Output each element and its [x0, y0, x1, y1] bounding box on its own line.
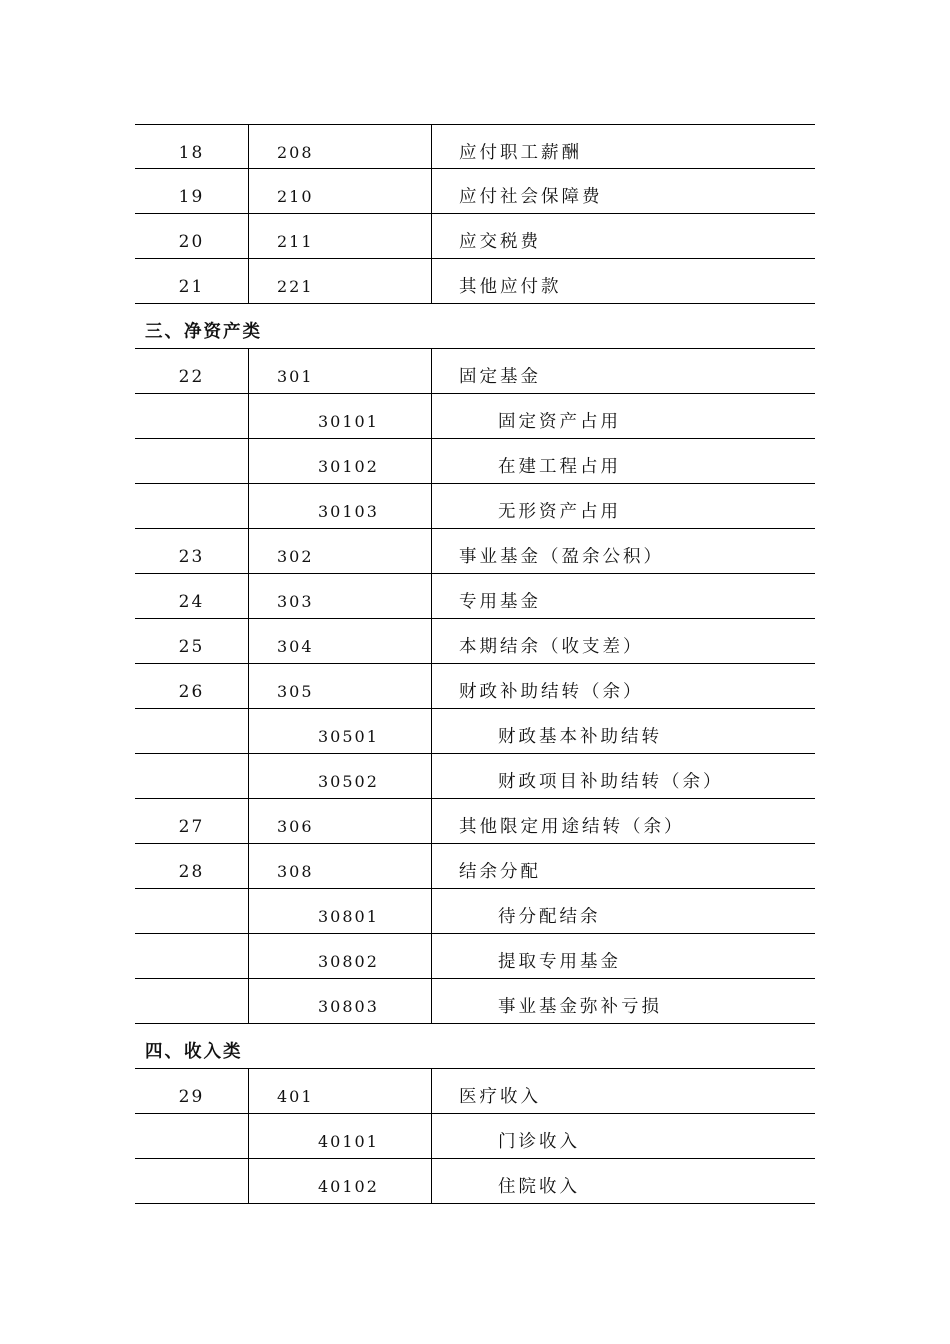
account-name: 财政项目补助结转（余） — [498, 772, 724, 792]
account-name: 其他应付款 — [459, 277, 562, 297]
code-cell — [248, 349, 431, 393]
row-number — [135, 439, 248, 483]
table-row — [135, 1069, 815, 1114]
code-cell — [248, 754, 431, 798]
row-number — [135, 934, 248, 978]
row-number: 24 — [178, 592, 205, 612]
code-cell — [248, 125, 431, 169]
table-row — [135, 754, 815, 799]
table-row — [135, 439, 815, 484]
account-name: 应付社会保障费 — [459, 187, 603, 207]
account-name: 专用基金 — [459, 592, 541, 612]
code-cell — [248, 979, 431, 1023]
account-code: 30101 — [318, 412, 379, 431]
account-name: 结余分配 — [459, 862, 541, 882]
code-cell — [248, 529, 431, 573]
account-name: 无形资产占用 — [498, 502, 621, 522]
table-row — [135, 394, 815, 439]
account-code: 40102 — [318, 1177, 379, 1196]
name-cell — [431, 844, 815, 888]
row-number: 21 — [178, 277, 205, 297]
section-header-row — [135, 304, 815, 349]
account-name: 固定资产占用 — [498, 412, 621, 432]
table-row — [135, 259, 815, 304]
name-cell — [431, 394, 815, 438]
name-cell — [431, 259, 815, 303]
row-number — [135, 979, 248, 1023]
account-code: 208 — [277, 143, 314, 162]
account-code: 30803 — [318, 997, 379, 1016]
row-number — [135, 709, 248, 753]
account-name: 应付职工薪酬 — [459, 143, 582, 163]
name-cell — [431, 799, 815, 843]
table-row — [135, 484, 815, 529]
section-title: 三、净资产类 — [145, 322, 262, 342]
table-row — [135, 889, 815, 934]
name-cell — [431, 574, 815, 618]
row-number: 25 — [178, 637, 205, 657]
row-number: 29 — [178, 1087, 205, 1107]
account-code: 306 — [277, 817, 314, 836]
account-code: 210 — [277, 187, 314, 206]
account-name: 其他限定用途结转（余） — [459, 817, 685, 837]
table-row — [135, 979, 815, 1024]
name-cell — [431, 349, 815, 393]
account-code: 30802 — [318, 952, 379, 971]
account-code: 30501 — [318, 727, 379, 746]
table-row — [135, 529, 815, 574]
account-code: 221 — [277, 277, 314, 296]
code-cell — [248, 484, 431, 528]
account-code: 304 — [277, 637, 314, 656]
account-code: 303 — [277, 592, 314, 611]
section-header-row — [135, 1024, 815, 1069]
row-number: 27 — [178, 817, 205, 837]
account-code: 211 — [277, 232, 314, 251]
row-number: 18 — [178, 143, 205, 163]
account-name: 事业基金弥补亏损 — [498, 997, 662, 1017]
name-cell — [431, 529, 815, 573]
account-name: 住院收入 — [498, 1177, 580, 1197]
row-number — [135, 1159, 248, 1203]
row-number: 19 — [178, 187, 205, 207]
code-cell — [248, 619, 431, 663]
table-row — [135, 169, 815, 214]
code-cell — [248, 169, 431, 213]
account-code: 30103 — [318, 502, 379, 521]
name-cell — [431, 754, 815, 798]
code-cell — [248, 1114, 431, 1158]
account-code: 30502 — [318, 772, 379, 791]
row-number — [135, 484, 248, 528]
name-cell — [431, 439, 815, 483]
account-name: 在建工程占用 — [498, 457, 621, 477]
code-cell — [248, 394, 431, 438]
code-cell — [248, 439, 431, 483]
account-name: 提取专用基金 — [498, 952, 621, 972]
row-number — [135, 754, 248, 798]
account-name: 待分配结余 — [498, 907, 601, 927]
account-code: 308 — [277, 862, 314, 881]
table-row — [135, 844, 815, 889]
account-code: 30801 — [318, 907, 379, 926]
name-cell — [431, 889, 815, 933]
table-row — [135, 664, 815, 709]
code-cell — [248, 1159, 431, 1203]
account-name: 医疗收入 — [459, 1087, 541, 1107]
table-row — [135, 214, 815, 259]
table-row — [135, 349, 815, 394]
name-cell — [431, 979, 815, 1023]
code-cell — [248, 934, 431, 978]
name-cell — [431, 709, 815, 753]
code-cell — [248, 799, 431, 843]
account-code: 30102 — [318, 457, 379, 476]
table-row — [135, 709, 815, 754]
row-number: 26 — [178, 682, 205, 702]
account-name: 固定基金 — [459, 367, 541, 387]
account-code: 301 — [277, 367, 314, 386]
code-cell — [248, 844, 431, 888]
account-code-table — [135, 124, 815, 1204]
name-cell — [431, 664, 815, 708]
account-code: 40101 — [318, 1132, 379, 1151]
table-row — [135, 574, 815, 619]
table-row — [135, 124, 815, 169]
code-cell — [248, 214, 431, 258]
table-row — [135, 619, 815, 664]
account-code: 401 — [277, 1087, 314, 1106]
name-cell — [431, 619, 815, 663]
table-row — [135, 799, 815, 844]
table-row — [135, 934, 815, 979]
name-cell — [431, 214, 815, 258]
account-name: 门诊收入 — [498, 1132, 580, 1152]
code-cell — [248, 574, 431, 618]
row-number — [135, 889, 248, 933]
account-code: 305 — [277, 682, 314, 701]
name-cell — [431, 125, 815, 169]
name-cell — [431, 1114, 815, 1158]
section-title: 四、收入类 — [145, 1042, 243, 1062]
account-name: 财政补助结转（余） — [459, 682, 644, 702]
code-cell — [248, 709, 431, 753]
row-number: 20 — [178, 232, 205, 252]
code-cell — [248, 259, 431, 303]
code-cell — [248, 1069, 431, 1113]
code-cell — [248, 889, 431, 933]
code-cell — [248, 664, 431, 708]
name-cell — [431, 934, 815, 978]
row-number: 28 — [178, 862, 205, 882]
table-row — [135, 1159, 815, 1204]
table-row — [135, 1114, 815, 1159]
account-code: 302 — [277, 547, 314, 566]
name-cell — [431, 1069, 815, 1113]
row-number: 22 — [178, 367, 205, 387]
name-cell — [431, 1159, 815, 1203]
name-cell — [431, 169, 815, 213]
name-cell — [431, 484, 815, 528]
account-name: 本期结余（收支差） — [459, 637, 644, 657]
row-number: 23 — [178, 547, 205, 567]
account-name: 事业基金（盈余公积） — [459, 547, 664, 567]
account-name: 应交税费 — [459, 232, 541, 252]
account-name: 财政基本补助结转 — [498, 727, 662, 747]
row-number — [135, 1114, 248, 1158]
row-number — [135, 394, 248, 438]
